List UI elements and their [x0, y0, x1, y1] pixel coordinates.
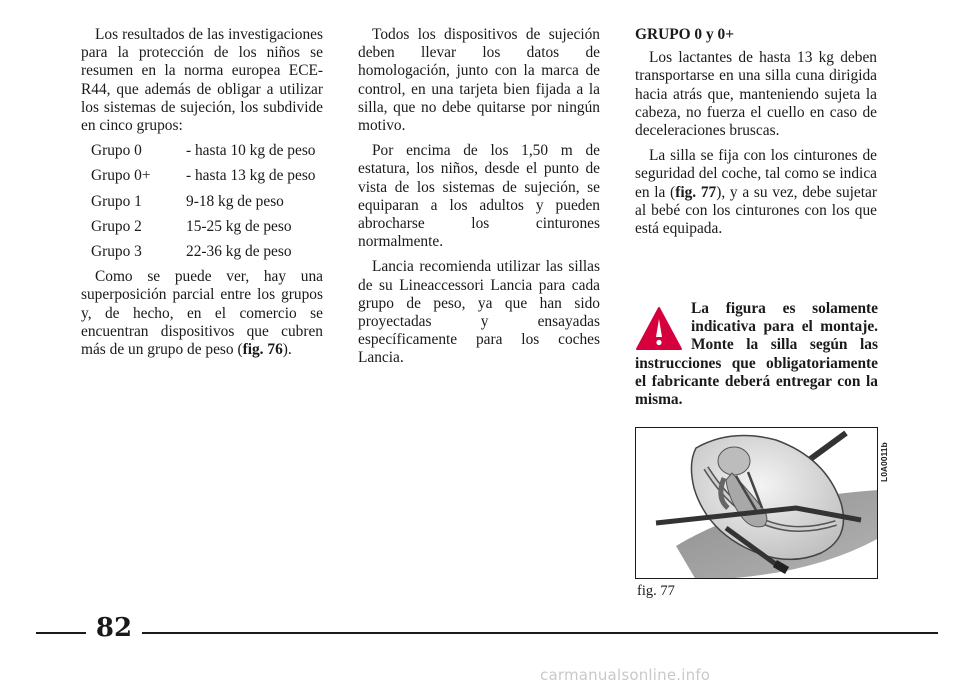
group-row [91, 193, 323, 211]
fixing-paragraph [635, 147, 877, 238]
warning-block [635, 300, 878, 409]
group-name: Grupo 3 [91, 243, 142, 261]
group-row [91, 218, 323, 236]
text-column-1 [81, 26, 323, 366]
group-row [91, 243, 323, 261]
page-number: 82 [95, 613, 133, 643]
svg-text:L0A0011b: L0A0011b [879, 442, 889, 482]
lancia-paragraph: Lancia recomienda utilizar las sillas de su Lineaccessori Lancia para cada grupo de peso, ya que han sido proyectadas y ensayadas específicamente para los coches Lancia. [358, 258, 600, 367]
group-row [91, 142, 323, 160]
overlap-text: Como se puede ver, hay una superposición parcial entre los grupos y, de hecho, en el comercio se encuentran dispositivos que cubren más de un grupo de peso ( [81, 268, 323, 359]
watermark: carmanualsonline.info [540, 666, 711, 684]
group-weight: - hasta 10 kg de peso [186, 142, 316, 160]
footer-rule-left [36, 632, 86, 634]
group-row [91, 167, 323, 185]
intro-paragraph: Los resultados de las investigaciones para la protección de los niños se resumen en la norma europea ECE-R44, que además de obligar a utilizar los sistemas de sujeción, los subdivide en cinco grupos: [81, 26, 323, 135]
height-paragraph: Por encima de los 1,50 m de estatura, los niños, desde el punto de vista de los sistemas de sujeción, se equiparan a los adultos y pueden abrocharse los cinturones normalmente. [358, 142, 600, 251]
overlap-text-end: ). [282, 341, 292, 359]
infants-paragraph: Los lactantes de hasta 13 kg deben transportarse en una silla cuna dirigida hacia atrás que, manteniendo sujeta la cabeza, no fuerza el cuello en caso de deceleraciones bruscas. [635, 49, 877, 140]
group-weight: 9-18 kg de peso [186, 192, 284, 210]
group-name: Grupo 0+ [91, 167, 151, 185]
homologation-paragraph: Todos los dispositivos de sujeción deben llevar los datos de homologación, junto con la marca de control, en una tarjeta bien fijada a la silla, que no debe quitarse por ningún motivo. [358, 26, 600, 135]
group-name: Grupo 0 [91, 142, 142, 160]
group-weight: 15-25 kg de peso [186, 217, 292, 235]
group-name: Grupo 2 [91, 217, 142, 235]
warning-triangle-icon [635, 306, 683, 352]
figure-reference-76: fig. 76 [242, 341, 283, 359]
car-seat-illustration [635, 427, 878, 579]
text-column-2 [358, 26, 600, 375]
text-column-3 [635, 26, 877, 245]
fixing-text: La silla se fija con los cinturones de seguridad del coche, tal como se indica en la ( [635, 147, 877, 201]
figure-caption: fig. 77 [637, 583, 675, 599]
overlap-paragraph [81, 268, 323, 359]
footer-rule-right [142, 632, 938, 634]
section-heading: GRUPO 0 y 0+ [635, 26, 734, 43]
group-name: Grupo 1 [91, 192, 142, 210]
figure-code [879, 430, 889, 482]
warning-text: La figura es solamente indicativa para el montaje. Monte la silla según las instrucciones que obligatoriamente el fabricante deberá entregar con la misma. [635, 300, 878, 409]
group-weight: 22-36 kg de peso [186, 243, 292, 261]
fixing-text-end: ), y a su vez, debe sujetar al bebé con los cinturones con los que está equipada. [635, 183, 877, 238]
figure-reference-77: fig. 77 [675, 183, 717, 201]
group-weight: - hasta 13 kg de peso [186, 167, 316, 185]
